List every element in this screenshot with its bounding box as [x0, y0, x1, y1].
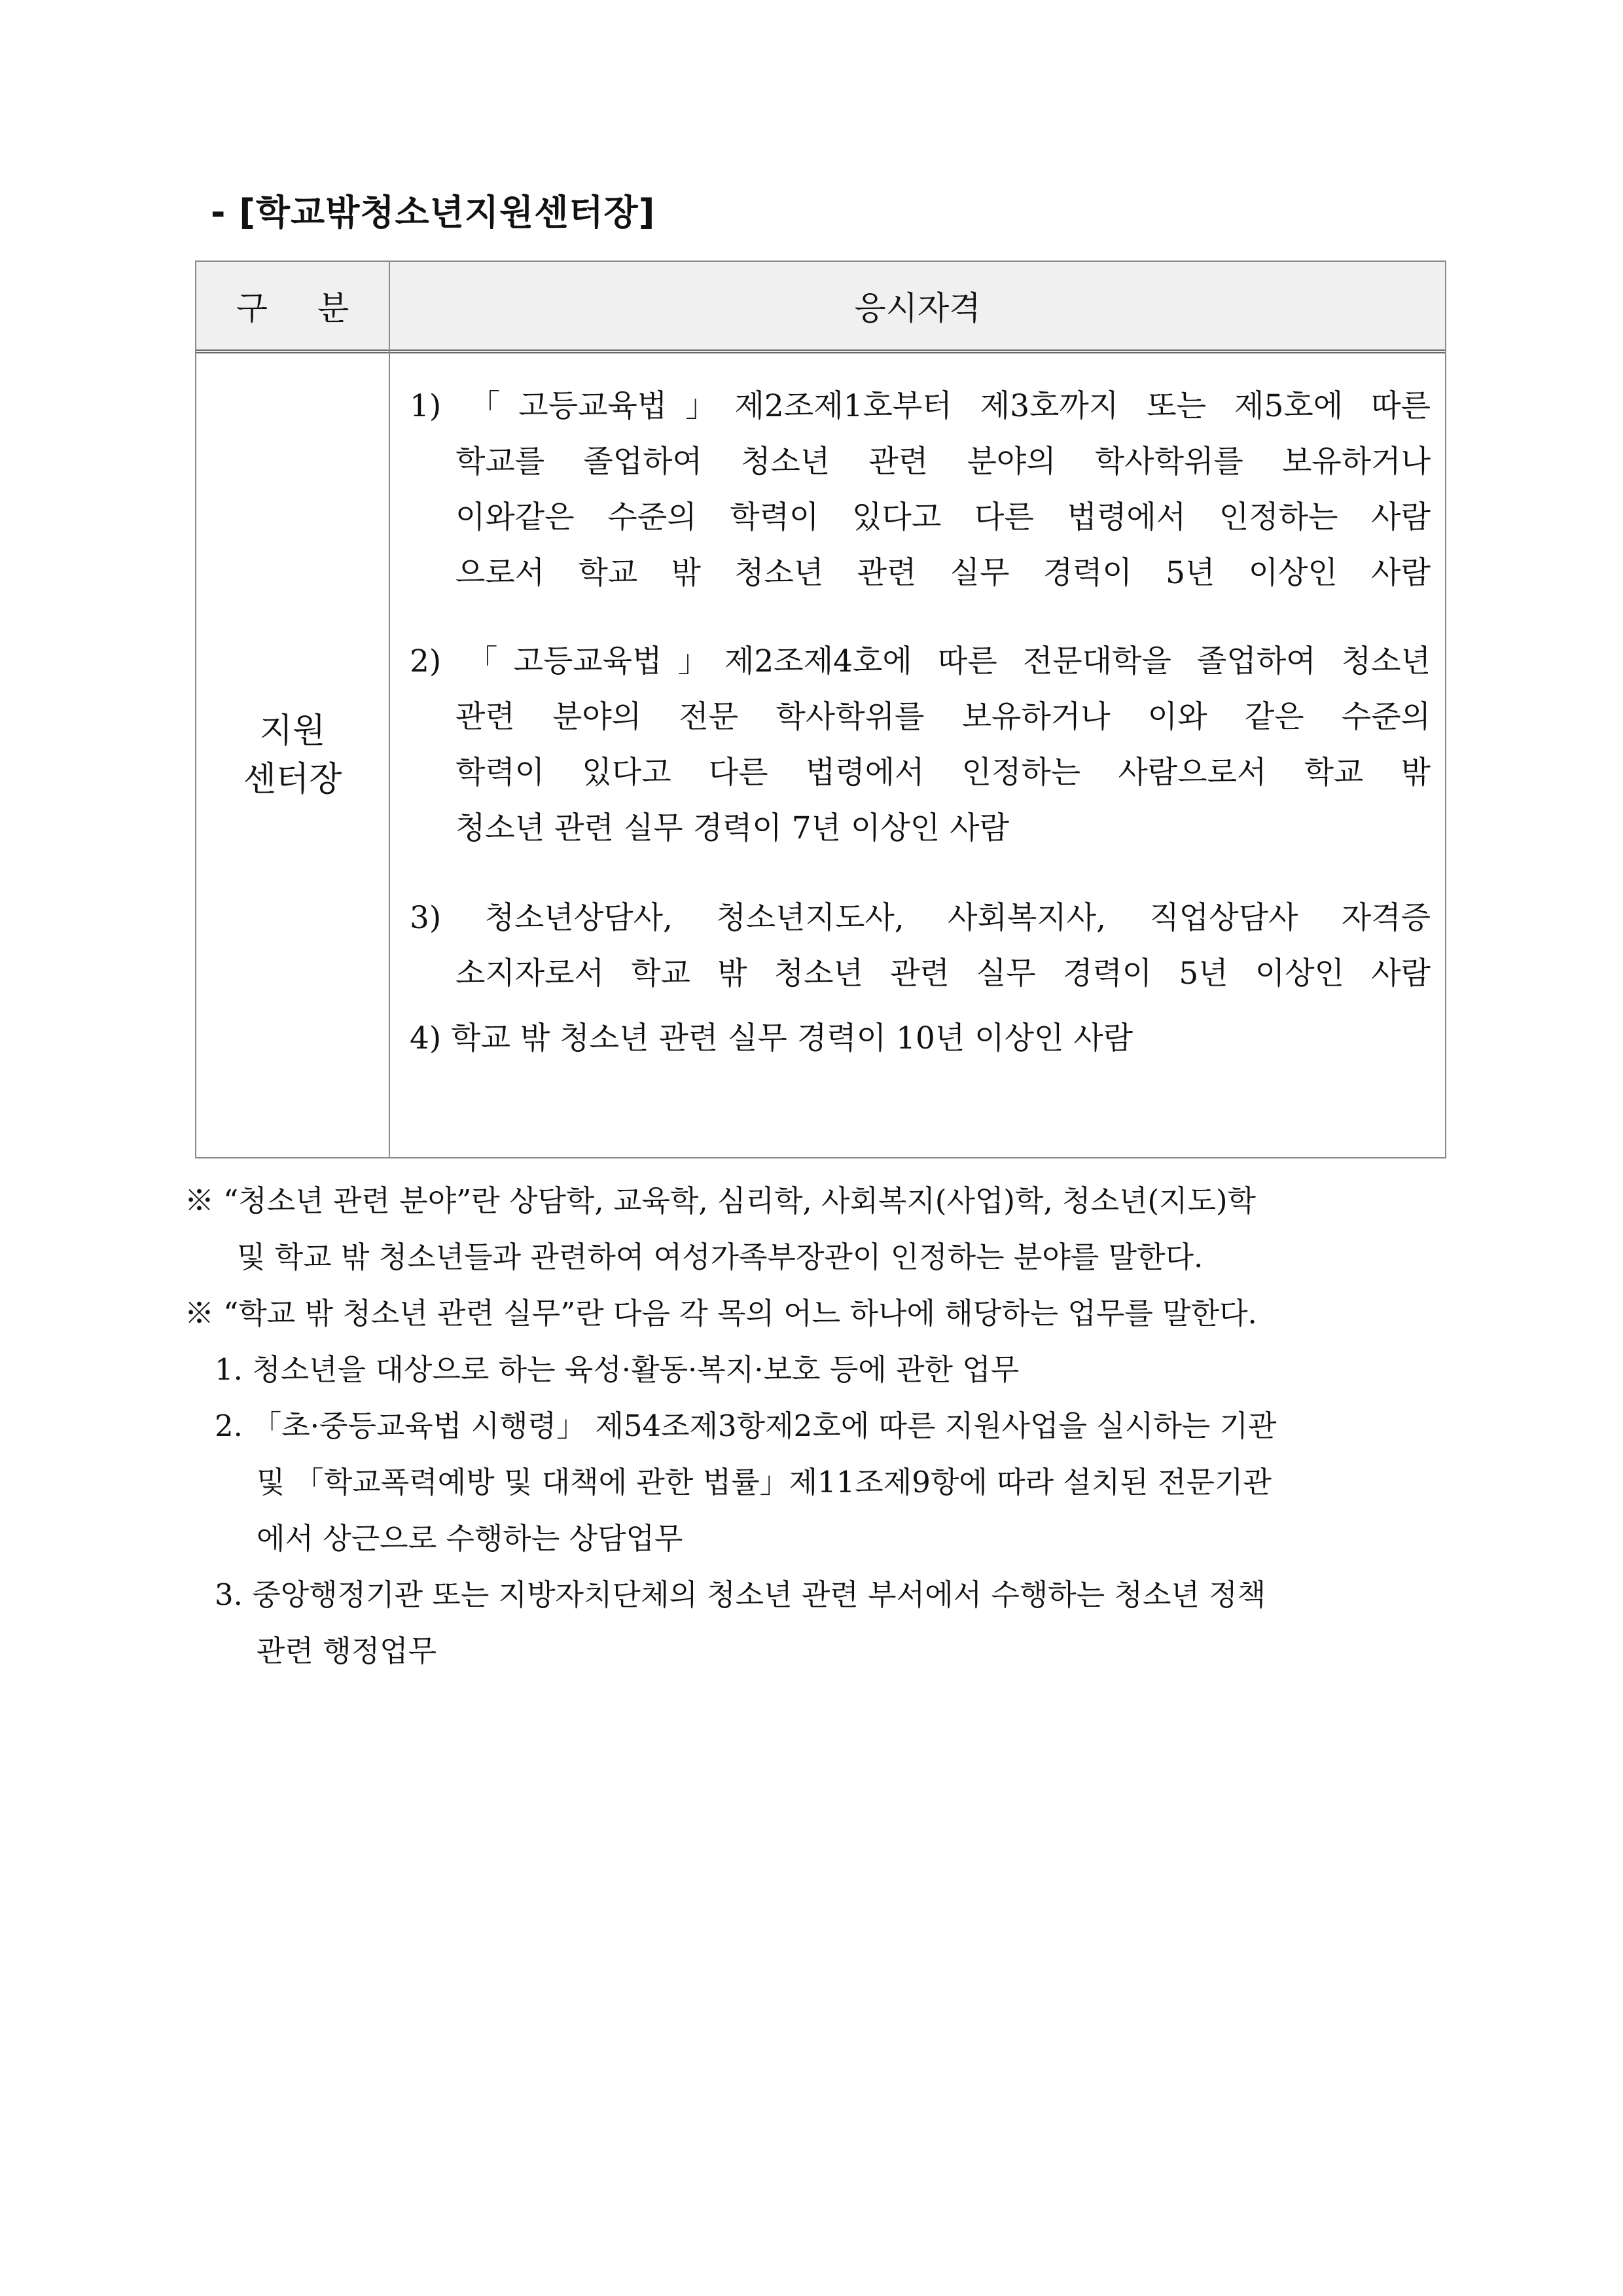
qualification-line: 으로서 학교 밖 청소년 관련 실무 경력이 5년 이상인 사람 [455, 555, 1431, 591]
qualification-line: 학력이 있다고 다른 법령에서 인정하는 사람으로서 학교 밖 [455, 755, 1431, 791]
qualification-item-3 [410, 890, 1431, 1001]
qualification-line: 소지자로서 학교 밖 청소년 관련 실무 경력이 5년 이상인 사람 [455, 956, 1431, 992]
header-category: 구 분 [236, 289, 369, 327]
note-2-line-1: ※ “학교 밖 청소년 관련 실무”란 다음 각 목의 어느 하나에 해당하는 업무를 말한다. [185, 1296, 1257, 1331]
note-sub-1: 1. 청소년을 대상으로 하는 육성·활동·복지·보호 등에 관한 업무 [215, 1352, 1020, 1387]
note-1-line-1: ※ “청소년 관련 분야”란 상담학, 교육학, 심리학, 사회복지(사업)학, 청소년(지도)학 [185, 1183, 1256, 1218]
qualification-line: 학교를 졸업하여 청소년 관련 분야의 학사학위를 보유하거나 [455, 444, 1431, 480]
table-header [196, 262, 1445, 353]
qualification-line: 3) 청소년상담사, 청소년지도사, 사회복지사, 직업상담사 자격증 [410, 900, 1431, 936]
qualification-item-4 [410, 1011, 1431, 1066]
column-divider [389, 262, 390, 1157]
qualification-line: 이와같은 수준의 학력이 있다고 다른 법령에서 인정하는 사람 [455, 499, 1431, 535]
section-title: - [학교밖청소년지원센터장] [211, 192, 656, 233]
qualification-line: 청소년 관련 실무 경력이 7년 이상인 사람 [455, 810, 1009, 846]
note-sub-3-line-2: 관련 행정업무 [257, 1634, 437, 1668]
header-qualification: 응시자격 [854, 289, 981, 327]
qualification-table [195, 260, 1446, 1158]
qualification-line: 관련 분야의 전문 학사학위를 보유하거나 이와 같은 수준의 [455, 699, 1431, 735]
qualification-item-2 [410, 634, 1431, 856]
qualification-line: 2) 「고등교육법」제2조제4호에 따른 전문대학을 졸업하여 청소년 [410, 643, 1431, 679]
row-label-line-2: 센터장 [243, 760, 342, 799]
note-sub-3-line-1: 3. 중앙행정기관 또는 지방자치단체의 청소년 관련 부서에서 수행하는 청소년 정책 [215, 1577, 1266, 1612]
row-label [196, 353, 389, 1157]
qualification-item-1 [410, 378, 1431, 601]
note-sub-2-line-2: 및 「학교폭력예방 및 대책에 관한 법률」제11조제9항에 따라 설치된 전문기관 [257, 1465, 1272, 1499]
row-label-line-1: 지원 [259, 711, 326, 751]
qualification-line: 4) 학교 밖 청소년 관련 실무 경력이 10년 이상인 사람 [410, 1020, 1133, 1056]
note-sub-2-line-3: 에서 상근으로 수행하는 상담업무 [257, 1521, 683, 1556]
qualification-line: 1) 「고등교육법」제2조제1호부터 제3호까지 또는 제5호에 따른 [410, 388, 1431, 424]
note-1-line-2: 및 학교 밖 청소년들과 관련하여 여성가족부장관이 인정하는 분야를 말한다. [237, 1240, 1204, 1274]
note-sub-2-line-1: 2. 「초·중등교육법 시행령」 제54조제3항제2호에 따른 지원사업을 실시하는 기관 [215, 1408, 1277, 1443]
